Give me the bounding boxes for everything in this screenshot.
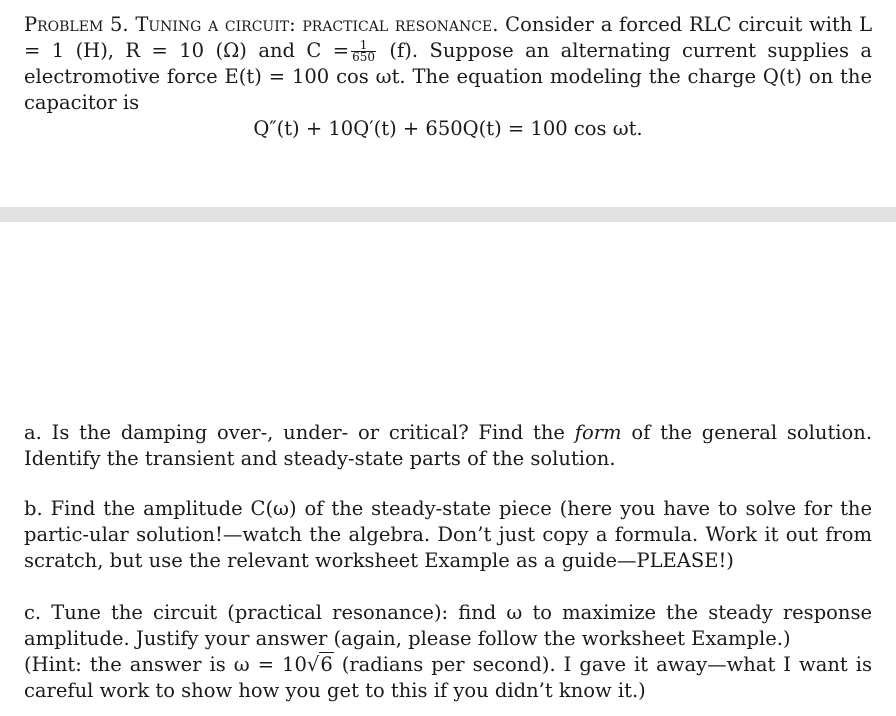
problem-title: Tuning a circuit: practical resonance. — [135, 13, 499, 36]
omega-symbol: ω — [506, 601, 523, 624]
amplitude-symbol: C(ω) — [250, 497, 297, 520]
intro-text-2: Suppose an alternating current supplies a electromotive force — [24, 39, 873, 88]
part-c-text-1: c. Tune the circuit (practical resonance): find — [24, 601, 497, 624]
and-word: and — [258, 39, 295, 62]
capacitance-numerator: 1 — [351, 40, 376, 52]
capacitance-fraction — [351, 40, 376, 63]
part-a-text-2: of the general solution. Identify the transient and steady-state parts of the solution. — [24, 421, 873, 470]
part-a-emphasis: form — [574, 421, 622, 444]
intro-text-1: Consider a forced RLC circuit with — [505, 13, 853, 36]
capacitance-denominator: 650 — [352, 50, 375, 64]
capacitance-unit: (f). — [389, 39, 419, 62]
charge-symbol: Q(t) — [762, 65, 802, 88]
intro-text-3: The equation modeling the charge — [412, 65, 756, 88]
answer-space-divider — [0, 207, 896, 222]
square-root: √6 — [306, 653, 333, 676]
problem-label: Problem 5. — [24, 13, 129, 36]
part-c — [24, 600, 872, 704]
part-b-text-1: b. Find the amplitude — [24, 497, 243, 520]
hint-text-1: (Hint: the answer is — [24, 653, 226, 676]
resistance-value: R = 10 (Ω) — [125, 39, 247, 62]
capacitance-lhs: C = — [306, 39, 350, 62]
part-c-text-2: to maximize the steady response amplitude. Justify your answer (again, please follow the worksheet Example.) — [24, 601, 873, 650]
hint-answer-lhs: ω = 10 — [233, 653, 307, 676]
hint-text-2: (radians per second). I gave it away—what I want is careful work to show how you get to this if you didn’t know it.) — [24, 653, 872, 702]
square-root-radicand: 6 — [320, 653, 333, 676]
part-a-text-1: a. Is the damping over-, under- or critical? Find the — [24, 421, 565, 444]
intro-text-4: on the capacitor is — [24, 65, 872, 114]
part-b-text-2: of the steady-state piece (here you have to solve for the partic-ular solution!—watch the algebra. Don’t just copy a formula. Work it out from scratch, but use the relevant worksheet Example as a guide—PLEASE!) — [24, 497, 872, 572]
inductance-value: L = 1 (H), — [24, 13, 873, 62]
part-a — [24, 420, 872, 472]
governing-equation: Q″(t) + 10Q′(t) + 650Q(t) = 100 cos ωt. — [253, 117, 643, 140]
emf-expression: E(t) = 100 cos ωt. — [224, 65, 406, 88]
problem-statement — [24, 12, 872, 116]
part-b — [24, 496, 872, 574]
